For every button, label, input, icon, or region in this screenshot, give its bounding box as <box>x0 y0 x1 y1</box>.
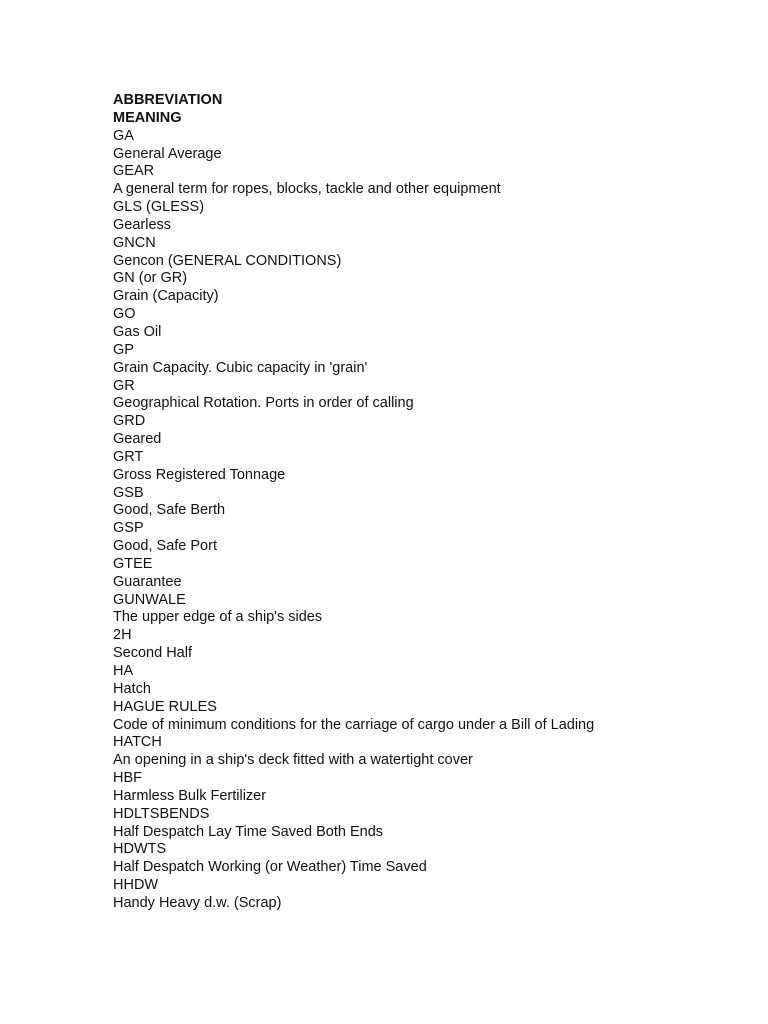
entry-abbreviation: GRD <box>113 413 146 430</box>
entry-meaning: Harmless Bulk Fertilizer <box>113 787 267 804</box>
entry-abbreviation: GP <box>113 341 134 358</box>
entry-meaning: Good, Safe Berth <box>113 502 226 519</box>
entry-abbreviation: HATCH <box>113 734 162 751</box>
entry-abbreviation: GNCN <box>113 234 156 251</box>
entry-abbreviation: HBF <box>113 770 142 787</box>
entry-list <box>113 128 753 913</box>
entry-meaning: Half Despatch Working (or Weather) Time Saved <box>113 859 427 876</box>
entry-abbreviation: GSB <box>113 484 144 501</box>
document-page <box>113 92 753 913</box>
entry-meaning: Gross Registered Tonnage <box>113 466 286 483</box>
entry-abbreviation: GN (or GR) <box>113 270 188 287</box>
entry-abbreviation: GA <box>113 127 134 144</box>
entry-meaning: General Average <box>113 145 222 162</box>
entry-abbreviation: HDWTS <box>113 841 167 858</box>
entry-meaning: The upper edge of a ship's sides <box>113 609 323 626</box>
entry-meaning: Grain (Capacity) <box>113 288 219 305</box>
entry-meaning: Geographical Rotation. Ports in order of calling <box>113 395 414 412</box>
entry-abbreviation: GR <box>113 377 135 394</box>
entry-abbreviation: HHDW <box>113 877 159 894</box>
entry-meaning: Grain Capacity. Cubic capacity in 'grain' <box>113 359 368 376</box>
entry-meaning: Good, Safe Port <box>113 538 217 555</box>
entry-abbreviation: GRT <box>113 448 144 465</box>
entry-meaning: Gencon (GENERAL CONDITIONS) <box>113 252 342 269</box>
header-abbreviation: ABBREVIATION <box>113 92 223 108</box>
entry-meaning: Half Despatch Lay Time Saved Both Ends <box>113 823 384 840</box>
entry-meaning: Handy Heavy d.w. (Scrap) <box>113 894 282 911</box>
entry-meaning: Code of minimum conditions for the carriage of cargo under a Bill of Lading <box>113 716 595 733</box>
entry-abbreviation: HDLTSBENDS <box>113 805 210 822</box>
entry-abbreviation: GO <box>113 306 136 323</box>
entry-abbreviation: GEAR <box>113 163 155 180</box>
entry-abbreviation: HAGUE RULES <box>113 698 217 715</box>
entry-meaning: Geared <box>113 431 162 448</box>
entry-abbreviation: GSP <box>113 520 144 537</box>
entry-meaning: Hatch <box>113 680 151 697</box>
entry-meaning: Gas Oil <box>113 323 162 340</box>
entry-abbreviation: GTEE <box>113 555 153 572</box>
header-meaning: MEANING <box>113 109 182 126</box>
entry-abbreviation: 2H <box>113 627 132 644</box>
entry-meaning: An opening in a ship's deck fitted with a watertight cover <box>113 752 473 769</box>
entry-meaning: A general term for ropes, blocks, tackle and other equipment <box>113 181 501 198</box>
entry-meaning: Guarantee <box>113 573 182 590</box>
entry-meaning: Second Half <box>113 645 192 662</box>
entry-abbreviation: GUNWALE <box>113 591 186 608</box>
entry-abbreviation: GLS (GLESS) <box>113 199 205 216</box>
entry-meaning: Gearless <box>113 216 172 233</box>
entry-abbreviation: HA <box>113 663 134 679</box>
